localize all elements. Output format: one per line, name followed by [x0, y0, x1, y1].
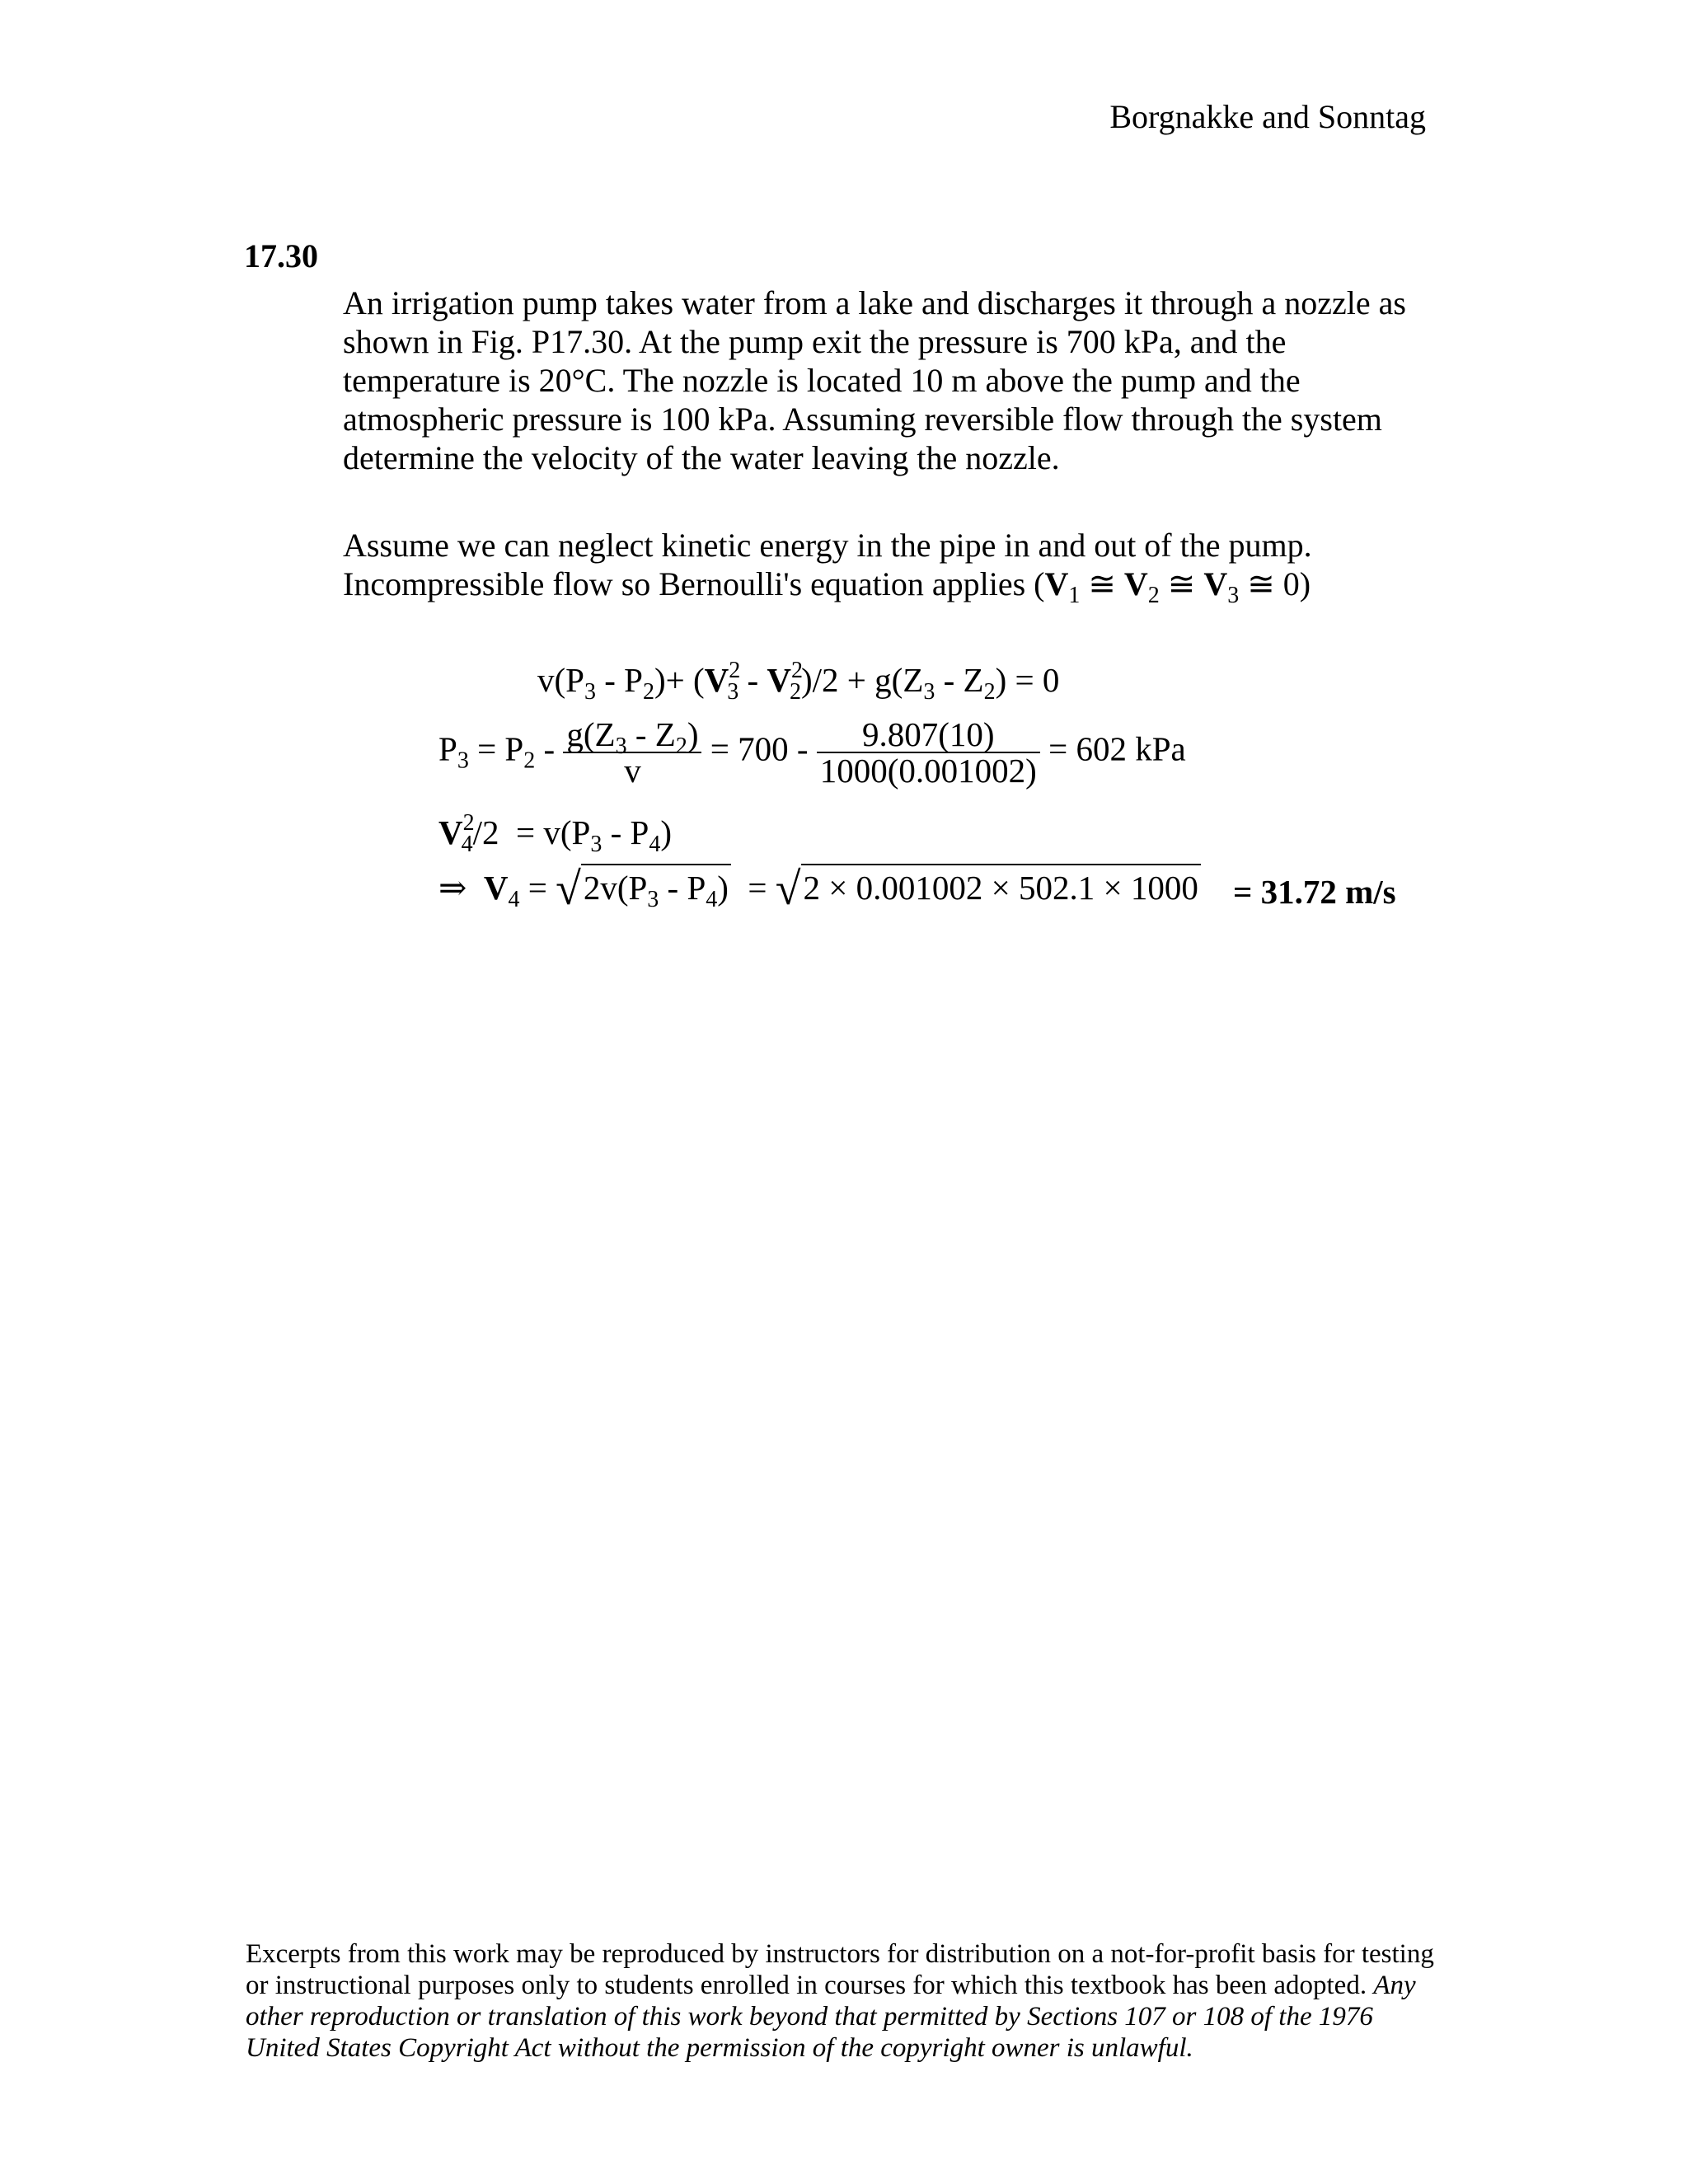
problem-number: 17.30 [244, 237, 318, 274]
statement-line: shown in Fig. P17.30. At the pump exit the pressure is 700 kPa, and the [343, 323, 1287, 360]
sqrt-symbolic: $√2v(P_3 - P_4)$ [556, 871, 731, 905]
statement-line: atmospheric pressure is 100 kPa. Assuming reversible flow through the system [343, 401, 1382, 438]
p3-numerator: 9.807(10) [817, 717, 1040, 753]
p3-denominator: 1000(0.001002) [819, 752, 1037, 790]
v4-radicand: 2 × 0.001002 × 502.1 × 1000 [801, 864, 1201, 907]
footer-italic-text: Any other reproduction or translation of this work beyond that permitted by Sections 107 or 108 of the 1976 United States Copyright Act without the permission of the copyright owner is unlawful. [246, 1971, 1416, 2063]
assumption-line: Assume we can neglect kinetic energy in the pipe in and out of the pump. [343, 527, 1312, 564]
v4-kinetic-equation: $V^2_4/2 = v(P_3 - P_4)$ [438, 810, 672, 857]
p3-value: 700 [738, 729, 789, 768]
copyright-footer [246, 1938, 1441, 2064]
solution-assumptions [343, 526, 1312, 608]
v4-equation: ⇒ $V_4 = √2v(P_3 - P_4) = √2 \times 0.001002 \times 502.1 \times 1000$ [438, 871, 1201, 905]
assumption-line: Incompressible flow so Bernoulli's equation applies ($V_1$ ≅ $V_2$ ≅ $V_3$ ≅ 0) [343, 565, 1311, 608]
statement-line: temperature is 20°C. The nozzle is located 10 m above the pump and the [343, 362, 1301, 399]
footer-text: Excerpts from this work may be reproduced by instructors for distribution on a not-for-profit basis for testing or instructional purposes only to students enrolled in courses for which this textbook has been adopted. [246, 1939, 1434, 2000]
assumption-text: Incompressible flow so Bernoulli's equation applies [343, 565, 1026, 602]
statement-line: determine the velocity of the water leaving the nozzle. [343, 439, 1060, 476]
v4-result: = 31.72 m/s [1233, 873, 1396, 911]
bernoulli-equation: $v(P_3 - P_2)+ (V^2_3 - V^2_2)/2 + g(Z_3 - Z_2) = 0$ [537, 658, 1060, 705]
header-authors: Borgnakke and Sonntag [1109, 98, 1426, 135]
p3-fraction-numeric [817, 717, 1040, 788]
statement-line: An irrigation pump takes water from a lake and discharges it through a nozzle as [343, 284, 1406, 321]
p3-equation: $P_3 = P_2$ - $\frac{g(Z_3 - Z_2)}{v}$ = 700 - $\frac{9.807(10)}{1000(0.001002)}$ = 602 kPa [438, 715, 1186, 790]
problem-statement [343, 284, 1406, 477]
p3-fraction-symbolic: $\frac{g(Z_3 - Z_2)}{v}$ [563, 717, 701, 788]
p3-result: 602 kPa [1076, 729, 1186, 768]
sqrt-numeric: √2 × 0.001002 × 502.1 × 1000 [776, 871, 1201, 905]
